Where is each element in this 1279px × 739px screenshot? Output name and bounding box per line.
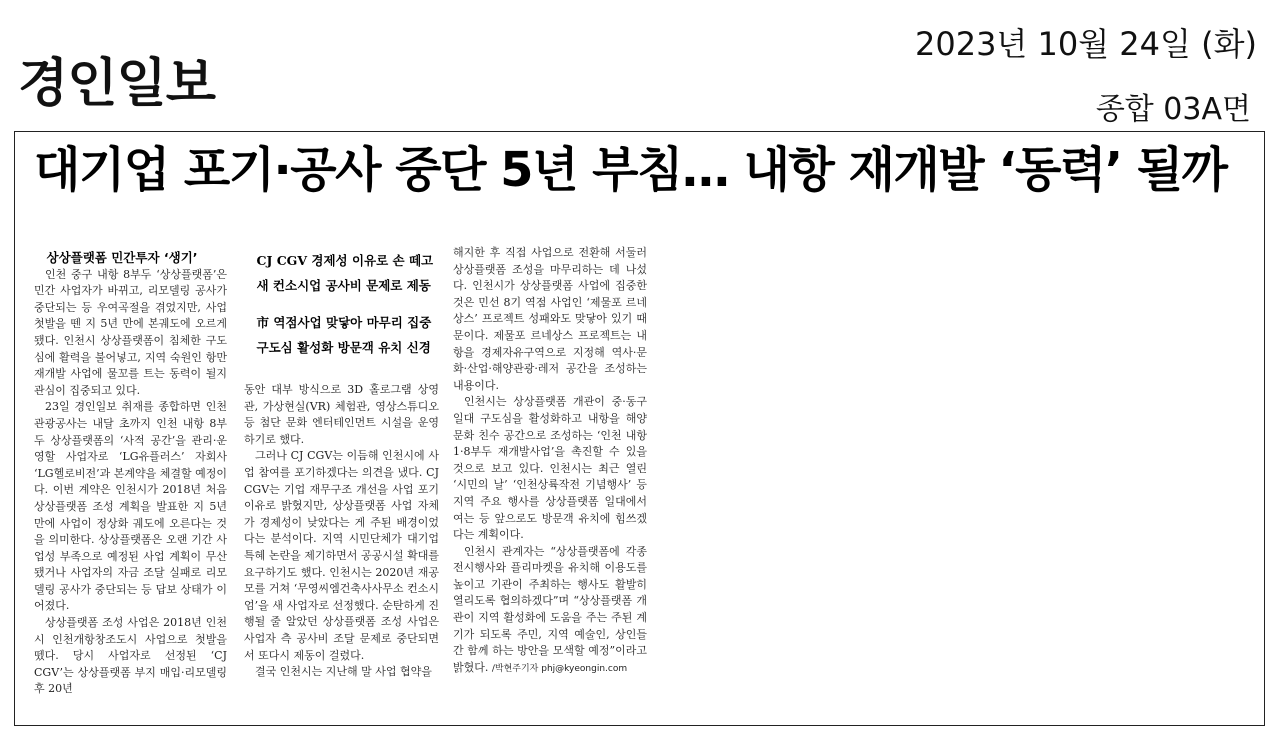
article-column-3 <box>453 245 647 677</box>
article-paragraph: 인천시는 상상플랫폼 개관이 중·동구 일대 구도심을 활성화하고 내항을 해양문화 친수 공간으로 조성하는 ‘인천 내항 1·8부두 재개발사업’을 촉진할 수 있을 것으로 보고 있다. 인천시는 최근 열린 ‘시민의 날’ ‘인천상륙작전 기념행사’ 등 지역 주요 행사를 상상플랫폼 일대에서 여는 등 앞으로도 방문객 유치에 힘쓰겠다는 계획이다. <box>453 395 647 542</box>
article-subhead: 상상플랫폼 민간투자 ‘생기’ <box>46 250 198 265</box>
article-column-2 <box>244 248 439 681</box>
article-deck-line: CJ CGV 경제성 이유로 손 떼고 <box>256 253 434 268</box>
article-headline: 대기업 포기·공사 중단 5년 부침… 내항 재개발 ‘동력’ 될까 <box>34 142 1227 198</box>
article-deck-line: 市 역점사업 맞닿아 마무리 집중 <box>256 315 432 330</box>
article-paragraph: 해지한 후 직접 사업으로 전환해 서둘러 상상플랫폼 조성을 마무리하는 데 나섰다. 인천시가 상상플랫폼 사업에 집중한 것은 민선 8기 역점 사업인 ‘제물포 르네상스’ 프로젝트 성패와도 맞닿아 있기 때문이다. 제물포 르네상스 프로젝트는 내항을 경제자유구역으로 지정해 역사·문화·산업·해양관광·레저 공간을 조성하는 내용이다. <box>453 246 647 392</box>
article-paragraph <box>453 544 647 678</box>
article-deck-line: 새 컨소시업 공사비 문제로 제동 <box>256 278 431 293</box>
article-paragraph: 동안 대부 방식으로 3D 홀로그램 상영관, 가상현실(VR) 체험관, 영상스튜디오 등 첨단 문화 엔터테인먼트 시설을 운영하기로 했다. <box>244 383 439 446</box>
closing-quote: 인천시 관계자는 “상상플랫폼에 각종 전시행사와 플리마켓을 유치해 이용도를 높이고 기관이 주최하는 행사도 활발히 열리도록 협의하겠다”며 “상상플랫폼 개관이 지역 활성화에 도움을 주는 주된 계기가 되도록 주민, 지역 예술인, 상인들 간 함께 하는 방안을 모색할 예정”이라고 밝혔다. <box>453 544 647 674</box>
newspaper-masthead: 경인일보 <box>18 54 215 114</box>
article-deck-line: 구도심 활성화 방문객 유치 신경 <box>256 340 431 355</box>
article-paragraph: 인천 중구 내항 8부두 ‘상상플랫폼’은 민간 사업자가 바뀌고, 리모델링 공사가 중단되는 등 우여곡절을 겪었지만, 사업 첫발을 뗀 지 5년 만에 본궤도에 오르게 됐다. 인천시 상상플랫폼이 침체한 구도심에 활력을 불어넣고, 지역 숙원인 항만 재개발 사업에 물꼬를 트는 동력이 될지 관심이 집중되고 있다. <box>34 267 227 397</box>
publication-date: 2023년 10월 24일 (화) <box>914 25 1257 63</box>
article-paragraph: 23일 경인일보 취재를 종합하면 인천관광공사는 내달 초까지 인천 내항 8부두 상상플랫폼의 ‘사적 공간’을 관리·운영할 사업자로 ‘LG유플러스’ 자회사 ‘LG헬로비전’과 본계약을 체결할 예정이다. 이번 계약은 인천시가 2018년 처음 상상플랫폼 조성 계획을 발표한 지 5년 만에 사업이 정상화 궤도에 오른다는 것을 의미한다. 상상플랫폼은 오랜 기간 사업성 부족으로 예정된 사업 계획이 무산됐거나 사업자의 자금 조달 실패로 리모델링 공사가 중단되는 등 답보 상태가 이어졌다. <box>34 400 227 613</box>
reporter-byline: /박현주기자 phj@kyeongin.com <box>491 663 628 674</box>
article-paragraph: 그러나 CJ CGV는 이듬해 인천시에 사업 참여를 포기하겠다는 의견을 냈다. CJ CGV는 기업 재무구조 개선을 사업 포기 이유로 밝혔지만, 상상플랫폼 사업 자체가 경제성이 낮았다는 게 주된 배경이었다는 분석이다. 지역 시민단체가 대기업 특혜 논란을 제기하면서 공공시설 확대를 요구하기도 했다. 인천시는 2020년 재공모를 거쳐 ‘무영씨엠건축사사무소 컨소시엄’을 새 사업자로 선정했다. 순탄하게 진행될 줄 알았던 상상플랫폼 조성 사업은 사업자 측 공사비 조달 문제로 중단되면서 또다시 제동이 걸렸다. <box>244 449 439 662</box>
article-column-1 <box>34 250 227 698</box>
article-paragraph: 상상플랫폼 조성 사업은 2018년 인천시 인천개항창조도시 사업으로 첫발을 뗐다. 당시 사업자로 선정된 ‘CJ CGV’는 상상플랫폼 부지 매입·리모델링 후 20년 <box>34 616 227 696</box>
page-section: 종합 03A면 <box>1095 92 1251 127</box>
article-paragraph: 결국 인천시는 지난해 말 사업 협약을 <box>255 665 432 679</box>
